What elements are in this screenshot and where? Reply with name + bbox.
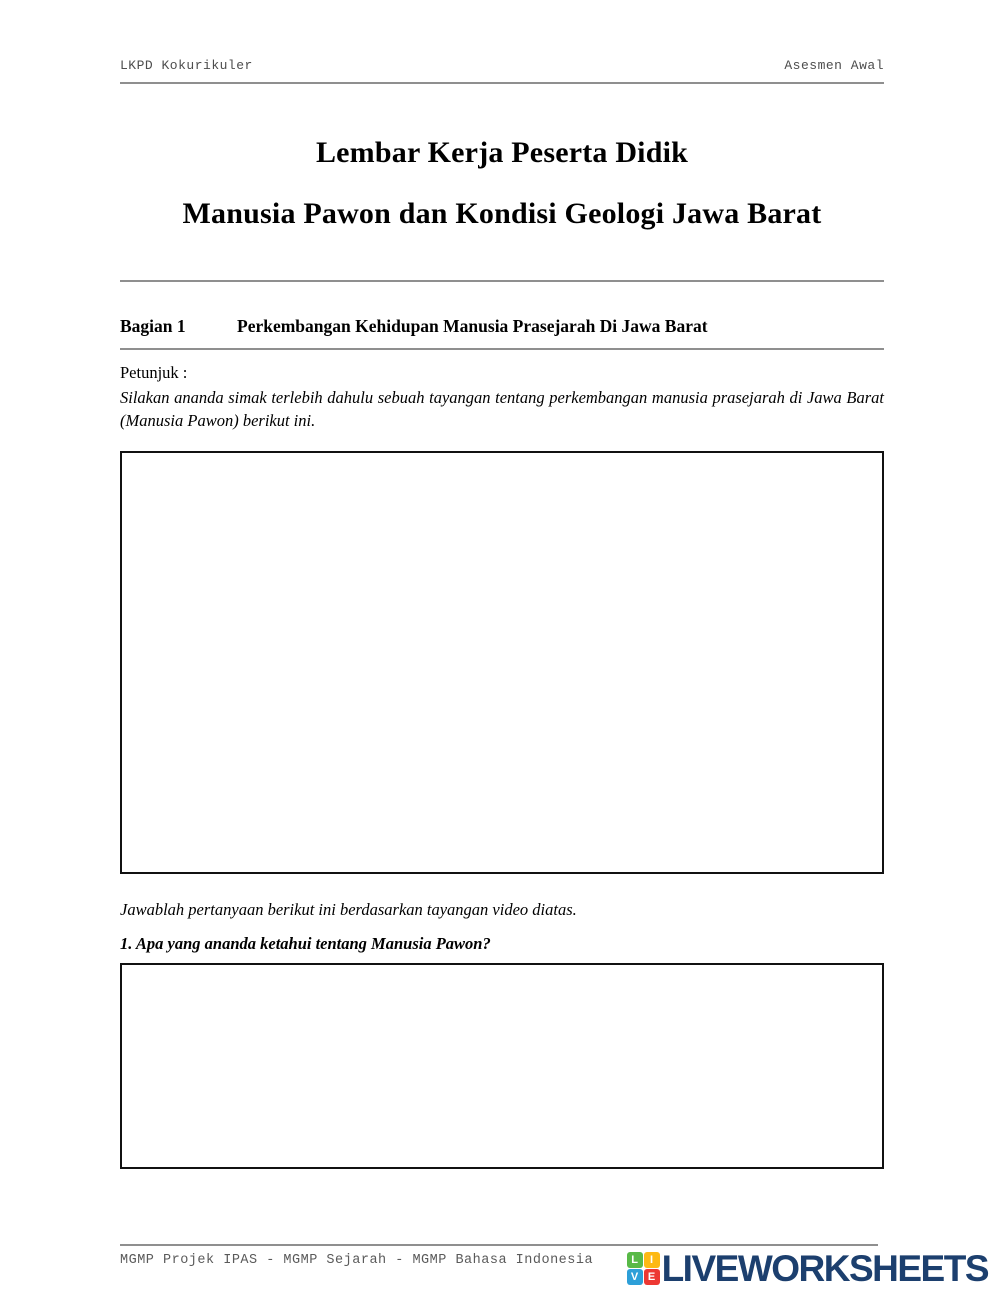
header-divider [120,82,884,84]
liveworksheets-wordmark: LIVEWORKSHEETS [661,1248,988,1289]
video-placeholder-box[interactable] [120,451,884,874]
logo-square-v-icon: V [627,1269,643,1285]
footer-text: MGMP Projek IPAS - MGMP Sejarah - MGMP Bahasa Indonesia [120,1253,594,1268]
page-title: Lembar Kerja Peserta Didik [315,136,689,169]
liveworksheets-logo[interactable] [627,1250,988,1287]
post-video-note: Jawablah pertanyaan berikut ini berdasarkan tayangan video diatas. [120,900,577,919]
section-label: Bagian 1 [120,316,186,336]
instructions-label: Petunjuk : [120,363,188,382]
liveworksheets-logo-squares [627,1252,660,1285]
page-header [120,0,884,73]
instructions-text: Silakan ananda simak terlebih dahulu sebuah tayangan tentang perkembangan manusia prasejarah di Jawa Barat (Manusia Pawon) berikut ini. [120,388,884,430]
logo-square-i-icon: I [644,1252,660,1268]
section-heading-row [120,316,884,337]
logo-square-l-icon: L [627,1252,643,1268]
section-heading: Perkembangan Kehidupan Manusia Prasejarah Di Jawa Barat [237,316,708,336]
question-1-answer-box[interactable] [120,963,884,1169]
logo-square-e-icon: E [644,1269,660,1285]
page-subtitle: Manusia Pawon dan Kondisi Geologi Jawa Barat [182,197,822,230]
question-1-text: 1. Apa yang ananda ketahui tentang Manusia Pawon? [120,934,491,953]
header-right-label: Asesmen Awal [784,58,884,73]
section-divider [120,348,884,350]
header-left-label: LKPD Kokurikuler [120,58,253,73]
footer-divider [120,1244,878,1246]
title-divider [120,280,884,282]
